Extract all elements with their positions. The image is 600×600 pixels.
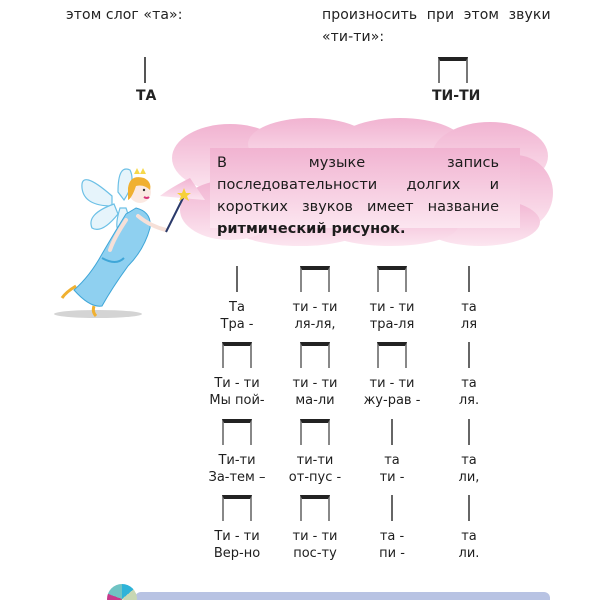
eighth-pair-symbol (222, 342, 252, 368)
intro-text-left: этом слог «та»: (66, 7, 183, 23)
rhythm-syllable: ти - ти (369, 300, 415, 315)
lyric-syllable: ля. (458, 393, 480, 408)
rhythm-cell (352, 419, 432, 497)
term-rhythmic-pattern: ритмический рисунок. (217, 221, 406, 237)
eighth-pair-symbol (222, 419, 252, 445)
rhythm-cell (197, 342, 277, 420)
rhythm-syllable: Ти - ти (214, 529, 260, 544)
definition-text: В музыке запись последовательности долгих и коротких звуков имеет название (217, 155, 499, 215)
rhythm-syllable: ти - ти (292, 300, 338, 315)
lyric-syllable: Тра - (220, 317, 254, 332)
lyric-syllable: Мы пой- (209, 393, 265, 408)
eighth-pair-symbol (438, 57, 468, 83)
lyric-syllable: За-тем – (208, 470, 266, 485)
rhythm-cell (275, 495, 355, 573)
rhythm-cell (275, 266, 355, 344)
quarter-note-symbol (144, 57, 146, 83)
rhythm-syllable: Та (229, 300, 245, 315)
cd-disc-icon (107, 584, 137, 600)
lyric-syllable: жу-рав - (363, 393, 421, 408)
shadow-icon (54, 310, 142, 318)
quarter-note-symbol (236, 266, 238, 292)
rhythm-cell (197, 419, 277, 497)
fairy-illustration (40, 158, 200, 320)
lyric-syllable: ли. (458, 546, 480, 561)
rhythm-cell (197, 266, 277, 344)
rhythm-cell (352, 342, 432, 420)
lyric-syllable: ли, (458, 470, 480, 485)
section-banner (135, 592, 550, 600)
eighth-pair-symbol (377, 266, 407, 292)
eighth-pair-label: ТИ-ТИ (432, 88, 481, 104)
rhythm-syllable: та (384, 453, 400, 468)
rhythm-syllable: та (461, 529, 477, 544)
rhythm-cell (197, 495, 277, 573)
eighth-pair-symbol (300, 266, 330, 292)
eighth-pair-symbol (377, 342, 407, 368)
rhythm-syllable: ти - ти (292, 376, 338, 391)
quarter-note-symbol (468, 419, 470, 445)
rhythm-cell (275, 419, 355, 497)
rhythm-cell (352, 266, 432, 344)
rhythm-cell (429, 342, 509, 420)
lyric-syllable: ти - (379, 470, 405, 485)
eighth-pair-symbol (300, 419, 330, 445)
rhythm-cell (275, 342, 355, 420)
quarter-note-symbol (391, 495, 393, 521)
rhythm-syllable: ти - ти (292, 529, 338, 544)
rhythm-syllable: та (461, 300, 477, 315)
crown-icon (134, 168, 146, 174)
quarter-note-symbol (391, 419, 393, 445)
quarter-note-symbol (468, 342, 470, 368)
rhythm-cell (429, 266, 509, 344)
lyric-syllable: тра-ля (369, 317, 415, 332)
rhythm-cell (429, 495, 509, 573)
cloud-text (217, 152, 499, 240)
rhythm-syllable: та - (379, 529, 405, 544)
intro-text-right: произносить при этом звуки «ти-ти»: (322, 7, 551, 45)
lyric-syllable: от-пус - (288, 470, 342, 485)
eighth-pair-symbol (300, 495, 330, 521)
rhythm-syllable: ти-ти (296, 453, 334, 468)
lyric-syllable: ля (460, 317, 478, 332)
eighth-pair-symbol (222, 495, 252, 521)
quarter-note-label: ТА (136, 88, 157, 104)
lyric-syllable: пи - (379, 546, 405, 561)
rhythm-syllable: Ти - ти (214, 376, 260, 391)
rhythm-syllable: Ти-ти (218, 453, 256, 468)
rhythm-cell (352, 495, 432, 573)
lyric-syllable: ма-ли (295, 393, 335, 408)
quarter-note-symbol (468, 495, 470, 521)
rhythm-cell (429, 419, 509, 497)
rhythm-syllable: ти - ти (369, 376, 415, 391)
rhythm-syllable: та (461, 376, 477, 391)
star-icon (177, 188, 191, 201)
rhythm-syllable: та (461, 453, 477, 468)
lyric-syllable: пос-ту (293, 546, 337, 561)
quarter-note-symbol (468, 266, 470, 292)
lyric-syllable: Вер-но (213, 546, 261, 561)
lyric-syllable: ля-ля, (294, 317, 336, 332)
eighth-pair-symbol (300, 342, 330, 368)
